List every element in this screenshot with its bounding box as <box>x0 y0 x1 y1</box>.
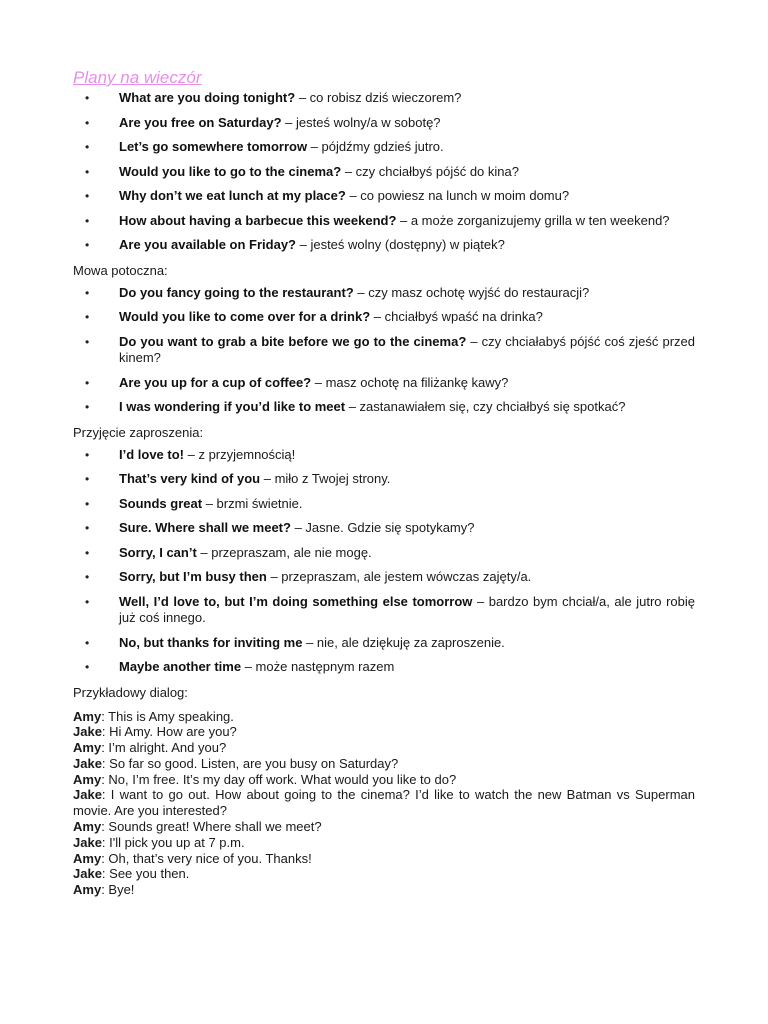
list-item <box>73 659 695 676</box>
dialog-line <box>73 819 695 835</box>
bullet-icon: • <box>85 447 90 462</box>
bullet-icon: • <box>85 594 90 609</box>
english-phrase: Sounds great <box>119 495 203 511</box>
speaker-name: Amy <box>73 708 102 724</box>
english-phrase: Would you like to go to the cinema? <box>119 163 342 179</box>
bullet-icon: • <box>85 570 90 584</box>
dialog-line <box>73 787 695 819</box>
dialog-line <box>73 882 695 898</box>
speaker-name: Amy <box>73 771 102 787</box>
dialog-line <box>73 709 695 725</box>
polish-translation: – nie, ale dziękuję za zaproszenie. <box>302 634 505 650</box>
dialog-text: : So far so good. Listen, are you busy on Saturday? <box>101 755 399 771</box>
list-item <box>73 139 695 156</box>
bullet-icon: • <box>85 660 90 674</box>
bullet-icon: • <box>85 496 90 511</box>
list-item <box>73 309 695 326</box>
dialog-text: : I want to go out. How about going to the cinema? I’d like to watch the new Batman vs Superman movie. Are you interested? <box>73 787 695 819</box>
list-item <box>73 447 695 464</box>
speaker-name: Amy <box>73 740 102 756</box>
list-item <box>73 188 695 205</box>
polish-translation: – jesteś wolny (dostępny) w piątek? <box>296 237 505 252</box>
dialog-text: : See you then. <box>101 866 190 882</box>
phrases-list-plans <box>73 90 695 254</box>
polish-translation: – chciałbyś wpaść na drinka? <box>370 309 543 324</box>
list-item <box>73 115 695 132</box>
english-phrase: How about having a barbecue this weekend? <box>119 212 397 228</box>
polish-translation: – może następnym razem <box>241 659 395 674</box>
english-phrase: Let’s go somewhere tomorrow <box>119 139 308 154</box>
polish-translation: – co robisz dziś wieczorem? <box>295 90 462 105</box>
list-item <box>73 334 695 367</box>
polish-translation: – pójdźmy gdzieś jutro. <box>307 139 444 154</box>
polish-translation: – czy chciałbyś pójść do kina? <box>341 163 519 179</box>
sample-dialog <box>73 709 695 899</box>
dialog-line <box>73 772 695 788</box>
dialog-line <box>73 851 695 867</box>
bullet-icon: • <box>85 213 90 228</box>
bullet-icon: • <box>85 238 90 252</box>
speaker-name: Amy <box>73 819 102 835</box>
list-item <box>73 213 695 230</box>
bullet-icon: • <box>85 189 90 203</box>
polish-translation: – miło z Twojej strony. <box>260 471 391 486</box>
english-phrase: Do you fancy going to the restaurant? <box>119 284 354 300</box>
speaker-name: Jake <box>73 866 102 882</box>
polish-translation: – masz ochotę na filiżankę kawy? <box>311 374 509 390</box>
english-phrase: That’s very kind of you <box>119 471 261 486</box>
phrases-list-accepting <box>73 447 695 676</box>
polish-translation: – bardzo bym chciał/a, ale jutro robię już coś innego. <box>119 593 695 625</box>
dialog-line <box>73 835 695 851</box>
list-item <box>73 285 695 302</box>
list-item <box>73 375 695 392</box>
dialog-text: : This is Amy speaking. <box>101 708 234 724</box>
list-item <box>73 520 695 537</box>
english-phrase: Sorry, I can’t <box>119 544 197 560</box>
english-phrase: Maybe another time <box>119 659 242 674</box>
dialog-line <box>73 756 695 772</box>
bullet-icon: • <box>85 472 90 486</box>
polish-translation: – a może zorganizujemy grilla w ten weekend? <box>396 212 670 228</box>
speaker-name: Amy <box>73 850 102 866</box>
english-phrase: No, but thanks for inviting me <box>119 634 303 650</box>
bullet-icon: • <box>85 334 90 349</box>
section-heading-colloquial: Mowa potoczna: <box>73 262 168 278</box>
english-phrase: Are you available on Friday? <box>119 237 296 252</box>
list-item <box>73 90 695 107</box>
polish-translation: – czy masz ochotę wyjść do restauracji? <box>353 284 590 300</box>
list-item <box>73 399 695 416</box>
list-item <box>73 237 695 254</box>
english-phrase: I’d love to! <box>119 446 184 462</box>
dialog-text: : No, I’m free. It’s my day off work. What would you like to do? <box>101 771 457 787</box>
english-phrase: I was wondering if you’d like to meet <box>119 399 346 414</box>
speaker-name: Jake <box>73 787 102 803</box>
polish-translation: – zastanawiałem się, czy chciałbyś się spotkać? <box>345 399 626 414</box>
dialog-text: : Oh, that’s very nice of you. Thanks! <box>101 850 312 866</box>
polish-translation: – przepraszam, ale jestem wówczas zajęty/a. <box>266 569 532 584</box>
bullet-icon: • <box>85 400 90 414</box>
polish-translation: – Jasne. Gdzie się spotykamy? <box>290 520 475 535</box>
speaker-name: Jake <box>73 755 102 771</box>
polish-translation: – z przyjemnością! <box>184 446 296 462</box>
bullet-icon: • <box>85 115 90 130</box>
english-phrase: Sure. Where shall we meet? <box>119 520 291 535</box>
polish-translation: – co powiesz na lunch w moim domu? <box>345 188 570 203</box>
english-phrase: Do you want to grab a bite before we go to the cinema? <box>119 333 467 349</box>
list-item <box>73 635 695 652</box>
phrases-list-colloquial <box>73 285 695 416</box>
english-phrase: Would you like to come over for a drink? <box>119 309 371 324</box>
bullet-icon: • <box>85 140 90 154</box>
dialog-line <box>73 740 695 756</box>
list-item <box>73 496 695 513</box>
dialog-text: : I’m alright. And you? <box>101 740 227 756</box>
bullet-icon: • <box>85 635 90 650</box>
dialog-text: : Bye! <box>101 882 135 898</box>
dialog-text: : Sounds great! Where shall we meet? <box>101 819 322 835</box>
page-title: Plany na wieczór <box>73 68 202 87</box>
bullet-icon: • <box>85 521 90 535</box>
bullet-icon: • <box>85 310 90 324</box>
section-heading-dialog: Przykładowy dialog: <box>73 684 188 700</box>
bullet-icon: • <box>85 164 90 179</box>
polish-translation: – przepraszam, ale nie mogę. <box>196 544 372 560</box>
english-phrase: What are you doing tonight? <box>119 90 296 105</box>
section-heading-accepting: Przyjęcie zaproszenia: <box>73 424 204 440</box>
speaker-name: Jake <box>73 834 102 850</box>
document-page <box>73 66 695 898</box>
english-phrase: Well, I’d love to, but I’m doing something else tomorrow <box>119 593 473 609</box>
dialog-line <box>73 866 695 882</box>
english-phrase: Are you free on Saturday? <box>119 114 282 130</box>
english-phrase: Are you up for a cup of coffee? <box>119 374 312 390</box>
bullet-icon: • <box>85 375 90 390</box>
speaker-name: Jake <box>73 724 102 740</box>
bullet-icon: • <box>85 91 90 105</box>
list-item <box>73 569 695 586</box>
polish-translation: – czy chciałabyś pójść coś zjeść przed kinem? <box>119 333 695 365</box>
dialog-text: : Hi Amy. How are you? <box>101 724 237 740</box>
list-item <box>73 164 695 181</box>
bullet-icon: • <box>85 285 90 300</box>
dialog-text: : I'll pick you up at 7 p.m. <box>101 834 245 850</box>
bullet-icon: • <box>85 545 90 560</box>
list-item <box>73 594 695 627</box>
polish-translation: – jesteś wolny/a w sobotę? <box>281 114 441 130</box>
speaker-name: Amy <box>73 882 102 898</box>
polish-translation: – brzmi świetnie. <box>202 495 303 511</box>
english-phrase: Sorry, but I’m busy then <box>119 569 267 584</box>
list-item <box>73 471 695 488</box>
english-phrase: Why don’t we eat lunch at my place? <box>119 188 346 203</box>
list-item <box>73 545 695 562</box>
dialog-line <box>73 724 695 740</box>
